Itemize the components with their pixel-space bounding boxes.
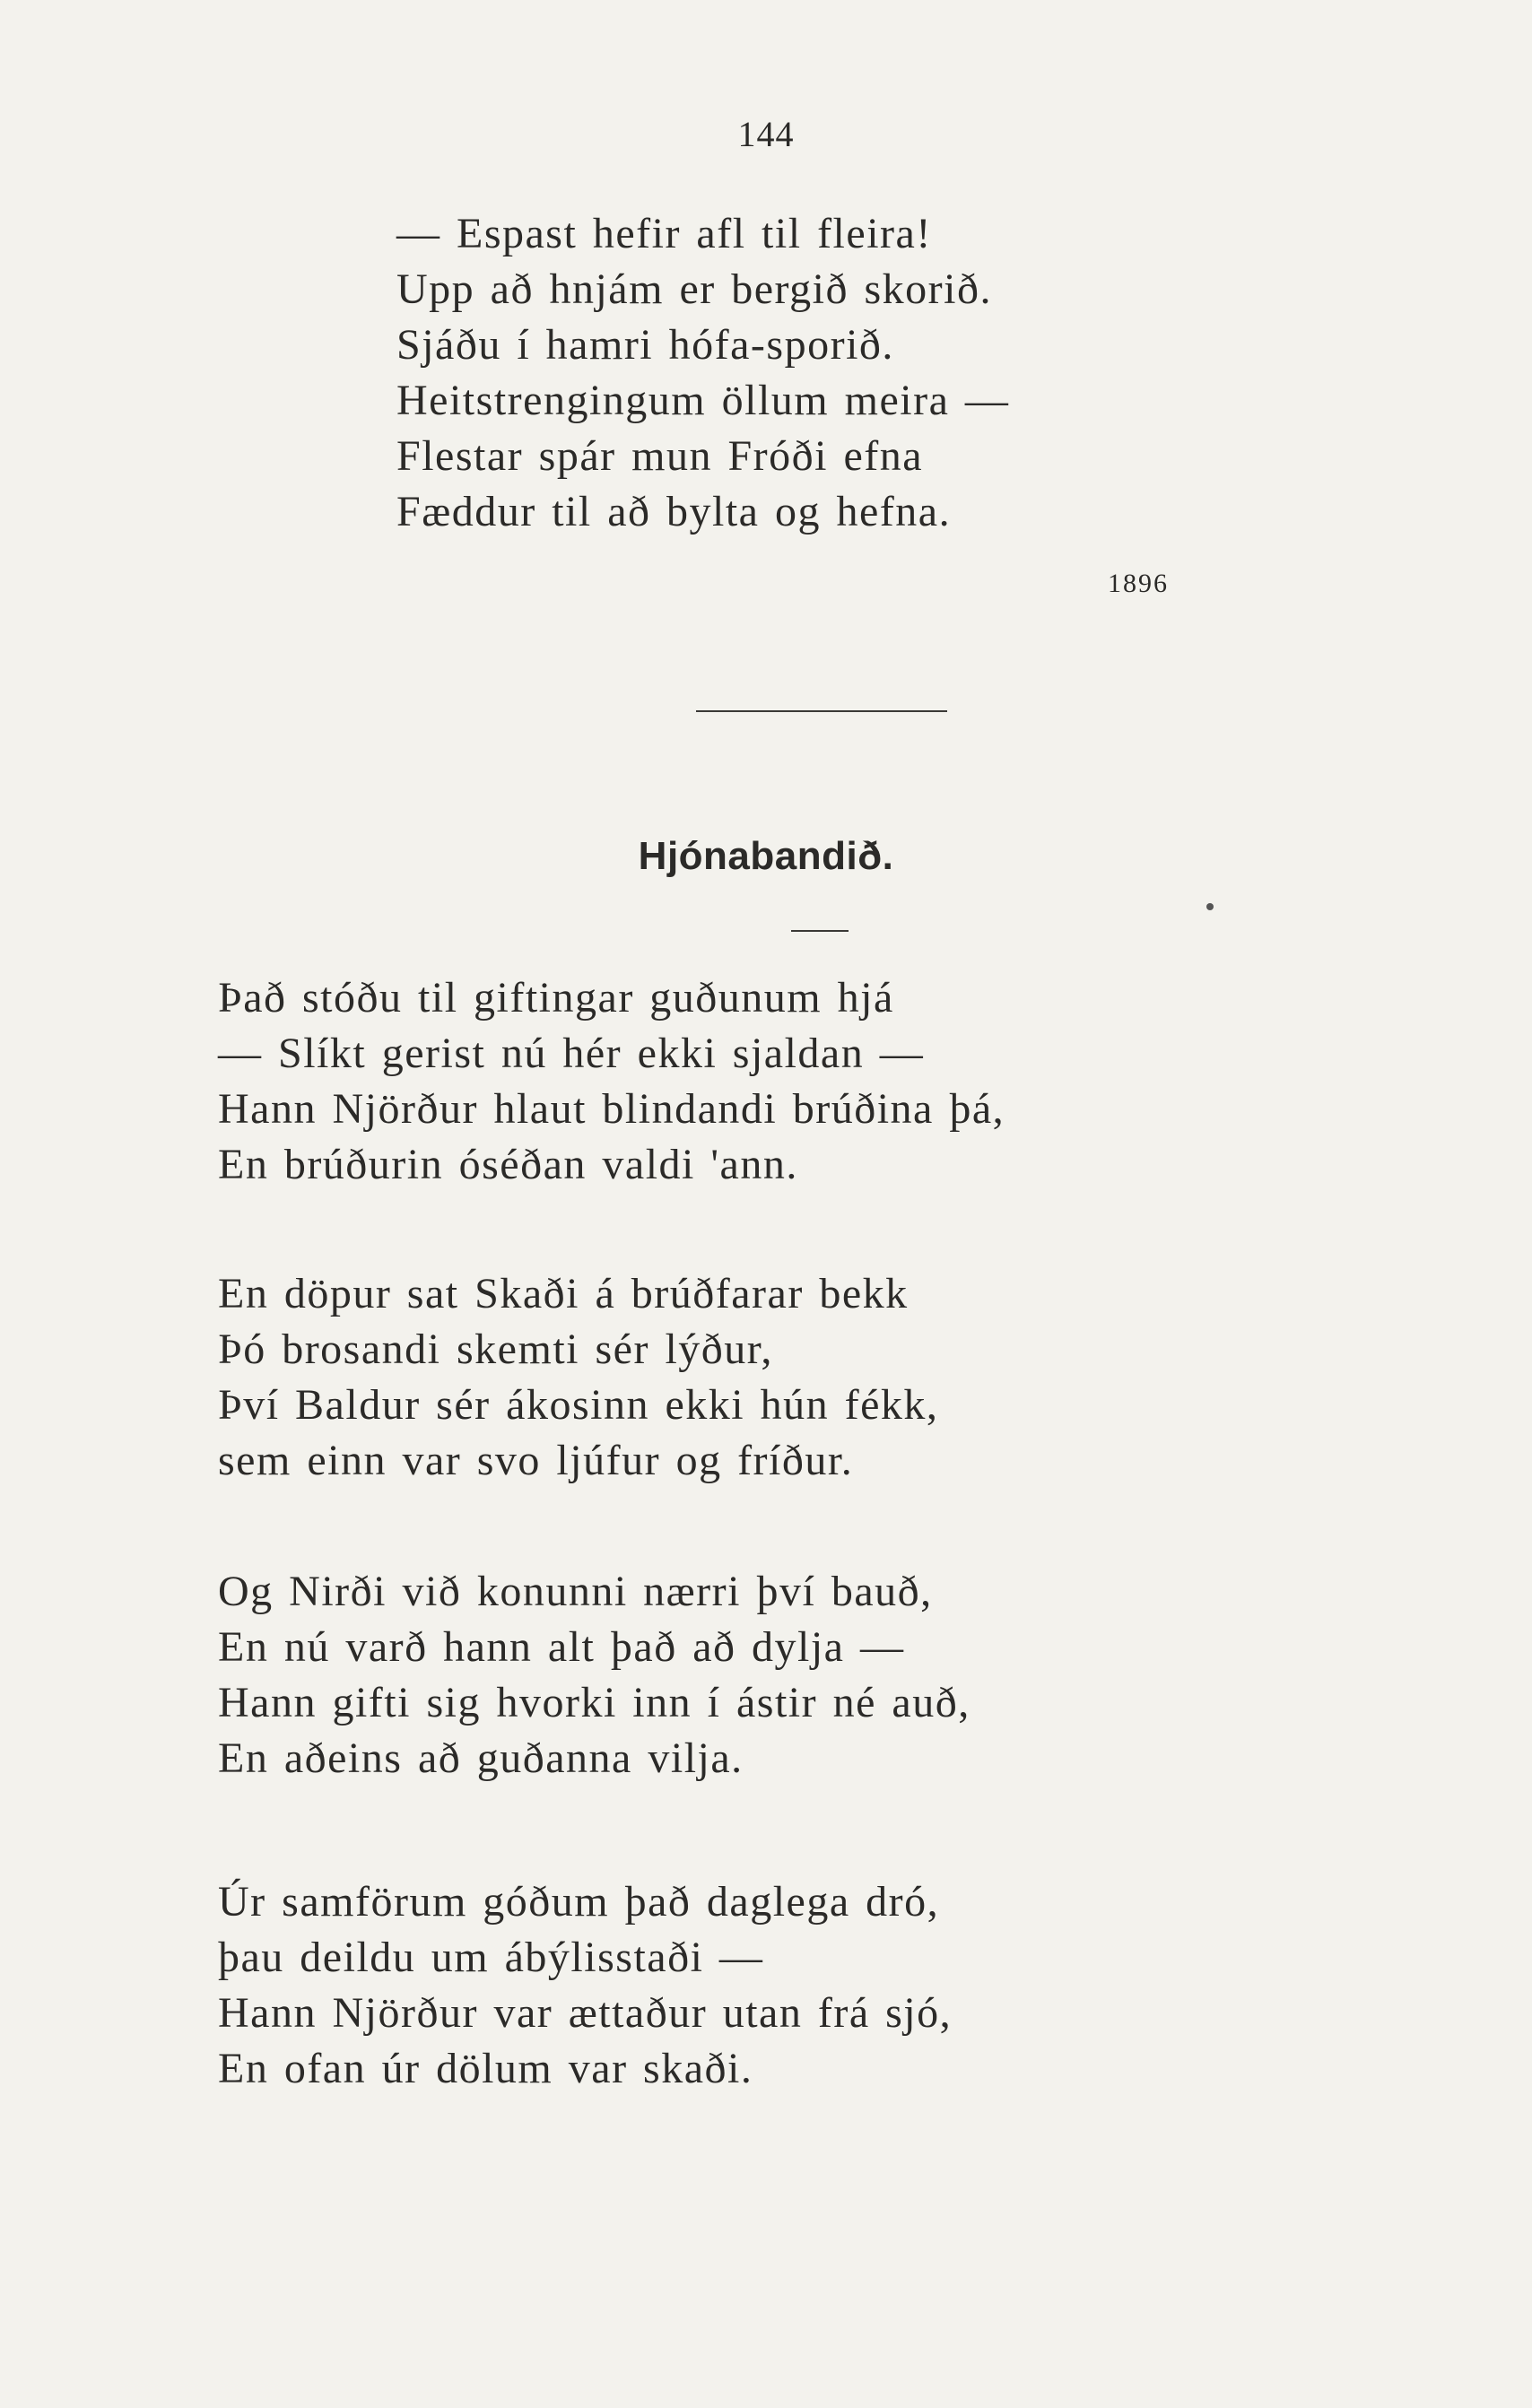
verse-line: Upp að hnjám er bergið skorið. bbox=[396, 265, 992, 313]
verse-line: En döpur sat Skaði á brúðfarar bekk bbox=[218, 1270, 909, 1317]
page-number: 144 bbox=[737, 114, 795, 154]
verse-line: Heitstrengingum öllum meira — bbox=[396, 377, 1010, 424]
verse-line: Og Nirði við konunni nærri því bauð, bbox=[218, 1568, 933, 1615]
verse-line: Hann Njörður var ættaður utan frá sjó, bbox=[218, 1989, 953, 2037]
verse-line: Því Baldur sér ákosinn ekki hún fékk, bbox=[218, 1381, 939, 1429]
verse-line: Flestar spár mun Fróði efna bbox=[396, 432, 924, 480]
verse-line: Úr samförum góðum það daglega dró, bbox=[218, 1878, 940, 1926]
verse-line: þau deildu um ábýlisstaði — bbox=[218, 1934, 764, 1981]
verse-line: Hann gifti sig hvorki inn í ástir né auð, bbox=[218, 1679, 971, 1726]
verse-line: Þó brosandi skemti sér lýður, bbox=[218, 1326, 773, 1373]
stanza-3 bbox=[218, 1564, 971, 1786]
stanza-2 bbox=[218, 1266, 938, 1489]
verse-line: Það stóðu til giftingar guðunum hjá bbox=[218, 974, 894, 1021]
verse-line: En brúðurin óséðan valdi 'ann. bbox=[218, 1141, 798, 1188]
verse-line: Fæddur til að bylta og hefna. bbox=[396, 488, 952, 535]
verse-line: Sjáðu í hamri hófa-sporið. bbox=[396, 321, 894, 369]
stanza-1 bbox=[218, 970, 1005, 1193]
poem-title: Hjónabandið. bbox=[638, 834, 894, 878]
previous-poem-ending bbox=[396, 206, 1009, 540]
verse-line: — Espast hefir afl til fleira! bbox=[396, 210, 932, 257]
verse-line: En ofan úr dölum var skaði. bbox=[218, 2045, 753, 2092]
page-speck bbox=[1206, 903, 1214, 910]
verse-line: En aðeins að guðanna vilja. bbox=[218, 1734, 744, 1782]
verse-line: — Slíkt gerist nú hér ekki sjaldan — bbox=[218, 1030, 925, 1077]
stanza-4 bbox=[218, 1874, 952, 2097]
title-underline bbox=[791, 930, 849, 932]
section-divider bbox=[696, 710, 947, 712]
verse-line: En nú varð hann alt það að dylja — bbox=[218, 1623, 905, 1671]
verse-line: Hann Njörður hlaut blindandi brúðina þá, bbox=[218, 1085, 1005, 1133]
poem-year: 1896 bbox=[1108, 569, 1169, 598]
verse-line: sem einn var svo ljúfur og fríður. bbox=[218, 1437, 854, 1484]
